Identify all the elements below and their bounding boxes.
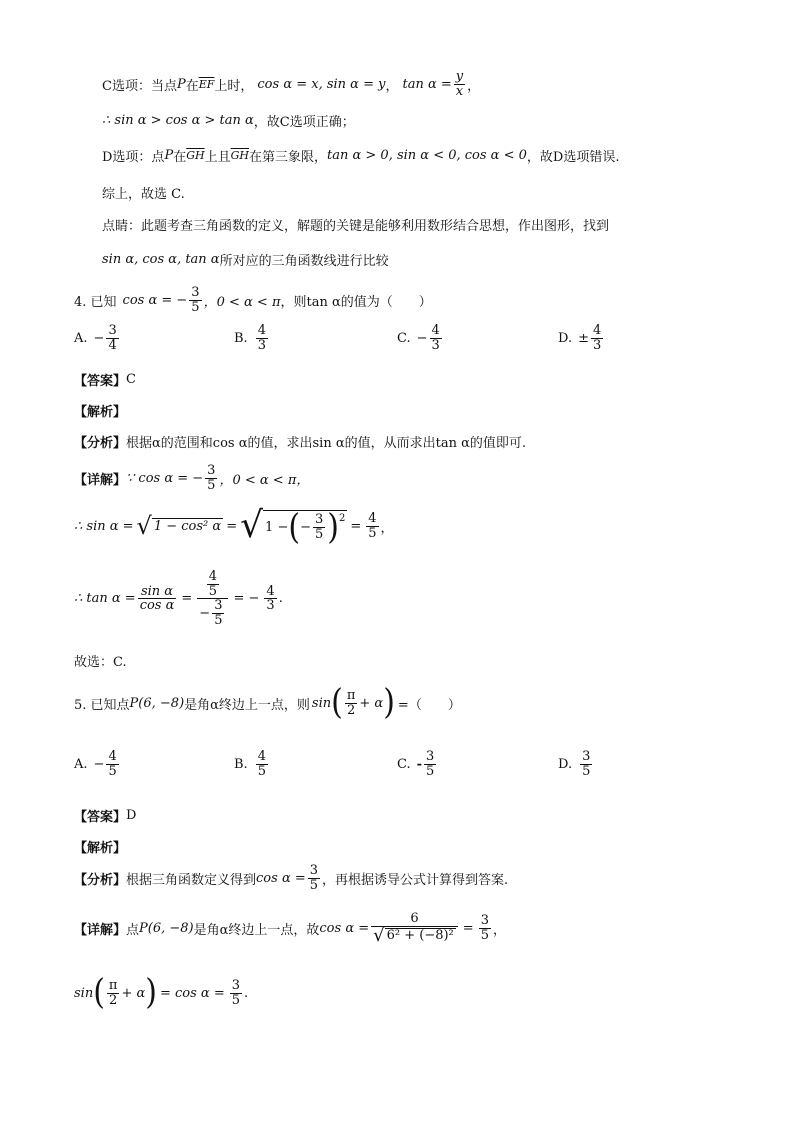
equals: = [226, 518, 238, 534]
q5-detail [74, 912, 506, 945]
numerator: 4 [593, 323, 602, 338]
comma: ， [380, 520, 394, 536]
numerator: π [108, 977, 118, 993]
numerator: 4 [431, 323, 440, 338]
numerator: π [346, 687, 356, 703]
denominator: 5 [257, 763, 266, 779]
numerator: 3 [231, 977, 241, 993]
fenxi-text: ，再根据诱导公式计算得到答案. [322, 872, 509, 888]
numerator: 4 [368, 510, 377, 526]
option-label: C. [397, 330, 411, 346]
comma: ， [385, 78, 399, 94]
detail-text: 是角α终边上一点，故 [193, 922, 320, 938]
q5-fenxi [74, 864, 508, 892]
numerator: sin α [140, 583, 174, 599]
cos-expression: cos α = − [122, 292, 188, 308]
fraction-y-over-x [454, 70, 465, 98]
q5-option-a[interactable] [74, 750, 121, 778]
fraction [189, 286, 201, 314]
numerator: 4 [208, 569, 218, 584]
answer-tag: 【答案】 [74, 810, 127, 825]
denominator: 5 [368, 525, 377, 541]
denominator: 5 [207, 477, 216, 493]
detail-text: 点 [126, 922, 140, 938]
summary-text: 综上，故选 C. [102, 187, 185, 202]
denominator: 5 [426, 763, 435, 779]
fraction-pi-over-2 [107, 979, 120, 1007]
denominator [371, 926, 458, 945]
denominator: 3 [257, 337, 266, 353]
point-p: P [176, 76, 186, 92]
numerator: 3 [480, 913, 489, 929]
denominator: 5 [214, 612, 223, 628]
tan-lhs: ∴ tan α = [74, 591, 136, 607]
fraction [205, 464, 217, 492]
quadrant-text: 在第三象限， [249, 150, 328, 165]
because-expression: ∵ cos α = − [126, 470, 204, 486]
denominator: cos α [139, 598, 175, 614]
analysis-tag: 【解析】 [74, 841, 127, 856]
comma: ， [467, 78, 481, 94]
answer-value: C [126, 372, 136, 387]
q4-tan-derivation [74, 570, 283, 628]
left-paren: ( [93, 972, 105, 1013]
denominator: 5 [231, 992, 241, 1008]
question-number: 5. 已知点 [74, 697, 130, 713]
minus: − [300, 520, 311, 535]
left-paren: ( [331, 682, 343, 723]
d-math: tan α > 0, sin α < 0, cos α < 0 [327, 148, 527, 163]
option-label: B. [234, 756, 248, 772]
fenxi-tag: 【分析】 [74, 872, 127, 888]
sqrt [373, 924, 456, 946]
one-minus: 1 − [265, 520, 289, 535]
fraction [479, 914, 491, 942]
equals: = [181, 591, 193, 607]
option-sign: − [416, 330, 428, 346]
numerator: 3 [108, 323, 117, 338]
arc-gh: $\overline{GH}$ [230, 149, 249, 162]
compound-denominator [197, 598, 228, 627]
fraction [212, 599, 224, 627]
answer-tag: 【答案】 [74, 374, 127, 389]
d-option-label: D选项：点 [102, 150, 165, 165]
radicand: 1 − cos² α [153, 519, 222, 534]
comma: ， [492, 922, 506, 938]
option-sign: − [93, 330, 105, 346]
numerator: 3 [191, 285, 200, 300]
numerator: 3 [582, 749, 591, 764]
cos-expression: cos α = [319, 920, 370, 936]
numerator: 4 [257, 323, 266, 338]
equals: = [462, 920, 474, 936]
c-option-label: C选项：当点 [102, 78, 177, 94]
numerator: 4 [257, 749, 266, 764]
sin-lhs: ∴ sin α = [74, 518, 134, 534]
equals-minus: = − [233, 591, 260, 607]
c-math-tan: tan α = [402, 76, 452, 92]
d-option-line [102, 146, 619, 165]
text-on: 在 [185, 78, 199, 94]
fraction-pi-over-2 [345, 689, 358, 717]
conclusion-text: ，故D选项错误. [526, 150, 620, 165]
sin-func: sin [311, 695, 332, 711]
c-math-cos-sin: cos α = x, sin α = y [257, 76, 386, 92]
q4-final [74, 651, 127, 670]
fenxi-text: 根据三角函数定义得到 [126, 872, 257, 888]
equals: = [350, 518, 362, 534]
conclusion-text: ，故C选项正确； [253, 115, 355, 130]
fraction [207, 570, 219, 598]
q4-option-a[interactable] [74, 324, 121, 352]
q5-option-d[interactable] [558, 750, 594, 778]
detail-tag: 【详解】 [74, 472, 127, 488]
exponent: 2 [338, 512, 346, 524]
fraction [256, 324, 268, 352]
fraction [366, 512, 378, 540]
summary-line [102, 183, 185, 202]
denominator: 5 [314, 527, 324, 542]
question-5-stem [74, 682, 461, 723]
denominator: 4 [108, 337, 117, 353]
sqrt-2 [240, 505, 347, 548]
option-sign: ± [578, 330, 589, 346]
text-and: 上且 [204, 150, 231, 165]
option-label: A. [74, 330, 88, 346]
numerator: 3 [214, 598, 223, 614]
fraction [313, 513, 325, 541]
text-when: 上时， [214, 78, 254, 94]
denominator: 3 [266, 598, 275, 614]
q4-sin-derivation [74, 505, 394, 548]
range: ，0 < α < π， [219, 472, 310, 488]
comment-text: 所对应的三角函数线进行比较 [219, 254, 389, 269]
q5-analysis-tag [74, 837, 126, 856]
left-paren: ( [288, 506, 301, 548]
stem-text: 是角α终边上一点，则 [184, 697, 310, 713]
comment-line-1 [102, 215, 609, 234]
equals-cos: = cos α = [160, 985, 225, 1001]
radical-sign: √ [373, 924, 385, 946]
q4-detail [74, 464, 309, 492]
comment-text: 点睛：此题考查三角函数的定义，解题的关键是能够利用数形结合思想，作出图形，找到 [102, 219, 610, 234]
trig-functions: sin α, cos α, tan α [102, 252, 220, 267]
fraction [308, 864, 320, 892]
fraction [591, 324, 603, 352]
point: P(6, −8) [129, 695, 185, 711]
option-label: A. [74, 756, 88, 772]
cos-expression: cos α = [256, 870, 306, 886]
fraction [256, 750, 268, 778]
question-tail: =（ ） [397, 697, 461, 713]
numerator: 4 [108, 749, 117, 764]
radicand: 6² + (−8)² [386, 928, 454, 944]
denominator: 5 [191, 299, 200, 315]
inequality: ∴ sin α > cos α > tan α [102, 113, 254, 128]
detail-tag: 【详解】 [74, 922, 127, 938]
q4-answer [74, 370, 136, 389]
range: ，0 < α < π [203, 294, 281, 310]
option-label: B. [234, 330, 248, 346]
denominator: 5 [108, 763, 117, 779]
numerator: 3 [314, 512, 324, 528]
fraction [424, 750, 436, 778]
denominator: 3 [593, 337, 602, 353]
q4-option-c[interactable] [397, 324, 444, 352]
compound-fraction [197, 570, 228, 628]
radicand [263, 506, 347, 548]
arc-ef: $\overline{EF}$ [198, 77, 215, 91]
final-answer: 故选：C. [74, 655, 127, 670]
denominator: 2 [346, 702, 356, 718]
c-option-line [102, 70, 480, 98]
q5-option-b[interactable] [234, 750, 270, 778]
q4-option-d[interactable] [558, 324, 605, 352]
fenxi-text: 根据α的范围和cos α的值，求出sin α的值，从而求出tan α的值即可. [126, 436, 526, 451]
fraction-distance [371, 912, 458, 945]
denominator: x [455, 83, 464, 99]
plus-alpha: + α [121, 985, 146, 1001]
q5-answer [74, 806, 136, 825]
sin-func: sin [74, 985, 94, 1001]
fraction [580, 750, 592, 778]
denominator: 3 [431, 337, 440, 353]
fraction [264, 585, 276, 613]
text-on: 在 [173, 150, 187, 165]
fraction [430, 324, 442, 352]
therefore-line-1 [102, 111, 355, 130]
question-number: 4. 已知 [74, 294, 117, 310]
denominator: 5 [480, 927, 489, 943]
option-label: D. [558, 756, 573, 772]
option-label: C. [397, 756, 411, 772]
answer-value: D [126, 808, 137, 823]
point: P(6, −8) [139, 920, 194, 936]
q4-fenxi [74, 432, 526, 451]
radical-sign: √ [136, 512, 152, 540]
point-p: P [164, 148, 174, 163]
fraction [106, 324, 118, 352]
q4-option-b[interactable] [234, 324, 270, 352]
radical-sign: √ [240, 505, 264, 546]
sqrt-1 [137, 514, 224, 538]
denominator: 2 [109, 992, 118, 1008]
minus: − [199, 605, 211, 621]
numerator: 3 [426, 749, 435, 764]
option-sign: − [93, 756, 105, 772]
analysis-tag: 【解析】 [74, 405, 127, 420]
right-paren: ) [327, 506, 339, 548]
numerator: 3 [309, 863, 319, 878]
plus-alpha: + α [359, 695, 384, 711]
numerator: 3 [207, 463, 216, 478]
q5-final-derivation [74, 972, 249, 1013]
compound-numerator [203, 570, 223, 598]
arc-gh: $\overline{GH}$ [186, 149, 205, 162]
fraction [106, 750, 118, 778]
denominator: 5 [309, 877, 319, 893]
comment-line-2 [102, 250, 389, 269]
period: . [244, 985, 249, 1001]
q5-option-c[interactable] [397, 750, 438, 778]
denominator: 5 [582, 763, 591, 779]
option-label: D. [558, 330, 573, 346]
denominator: 5 [208, 583, 218, 599]
period: . [278, 591, 283, 607]
question-tail: ，则tan α的值为（ ） [280, 294, 432, 310]
option-sign: - [416, 756, 423, 772]
question-4-stem [74, 286, 432, 314]
q4-analysis-tag [74, 401, 126, 420]
fraction [230, 979, 242, 1007]
numerator: 6 [410, 911, 419, 926]
fenxi-tag: 【分析】 [74, 436, 127, 451]
right-paren: ) [383, 682, 395, 723]
fraction-sin-over-cos [138, 585, 177, 613]
right-paren: ) [145, 972, 157, 1013]
numerator: 4 [266, 583, 275, 599]
numerator: y [455, 69, 464, 84]
